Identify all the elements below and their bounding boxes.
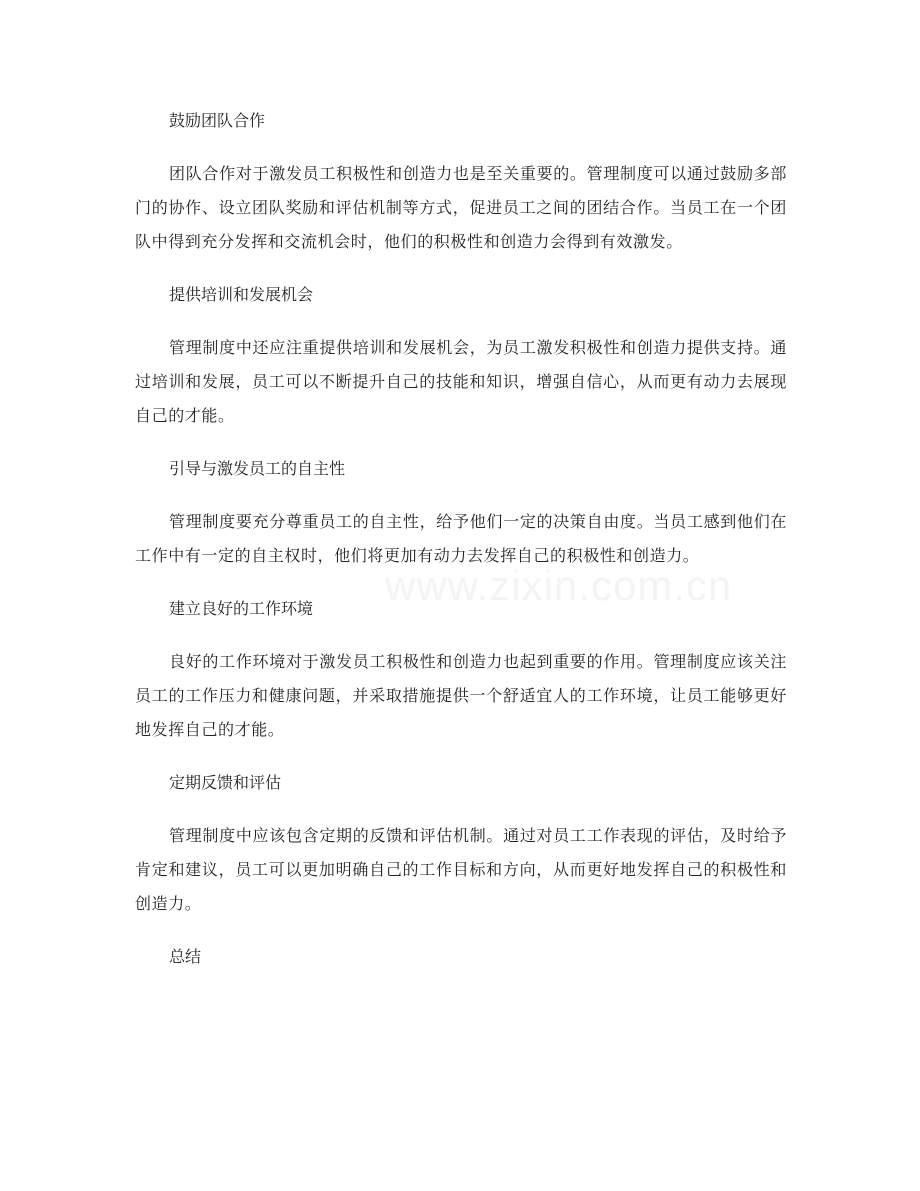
watermark: www.zixin.com.cn: [385, 562, 733, 609]
section-heading-summary: 总结: [169, 947, 202, 966]
section-paragraph: 团队合作对于激发员工积极性和创造力也是至关重要的。管理制度可以通过鼓励多部门的协作、设立团队奖励和评估机制等方式，促进员工之间的团结合作。当员工在一个团队中得到充分发挥和交流机会时，他们的积极性和创造力会得到有效激发。: [135, 164, 787, 251]
section-heading: 鼓励团队合作: [169, 111, 266, 130]
section-paragraph: 管理制度中应该包含定期的反馈和评估机制。通过对员工工作表现的评估，及时给予肯定和建议，员工可以更加明确自己的工作目标和方向，从而更好地发挥自己的积极性和创造力。: [135, 826, 787, 913]
section-paragraph: 良好的工作环境对于激发员工积极性和创造力也起到重要的作用。管理制度应该关注员工的工作压力和健康问题，并采取措施提供一个舒适宜人的工作环境，让员工能够更好地发挥自己的才能。: [135, 652, 787, 739]
section-paragraph: 管理制度要充分尊重员工的自主性，给予他们一定的决策自由度。当员工感到他们在工作中有一定的自主权时，他们将更加有动力去发挥自己的积极性和创造力。: [135, 512, 787, 565]
section-heading: 提供培训和发展机会: [169, 285, 314, 304]
document-body: [135, 104, 787, 974]
section-heading: 定期反馈和评估: [169, 773, 282, 792]
section-paragraph: 管理制度中还应注重提供培训和发展机会，为员工激发积极性和创造力提供支持。通过培训和发展，员工可以不断提升自己的技能和知识，增强自信心，从而更有动力去展现自己的才能。: [135, 338, 787, 425]
section-heading: 引导与激发员工的自主性: [169, 459, 346, 478]
section-heading: 建立良好的工作环境: [169, 599, 314, 618]
